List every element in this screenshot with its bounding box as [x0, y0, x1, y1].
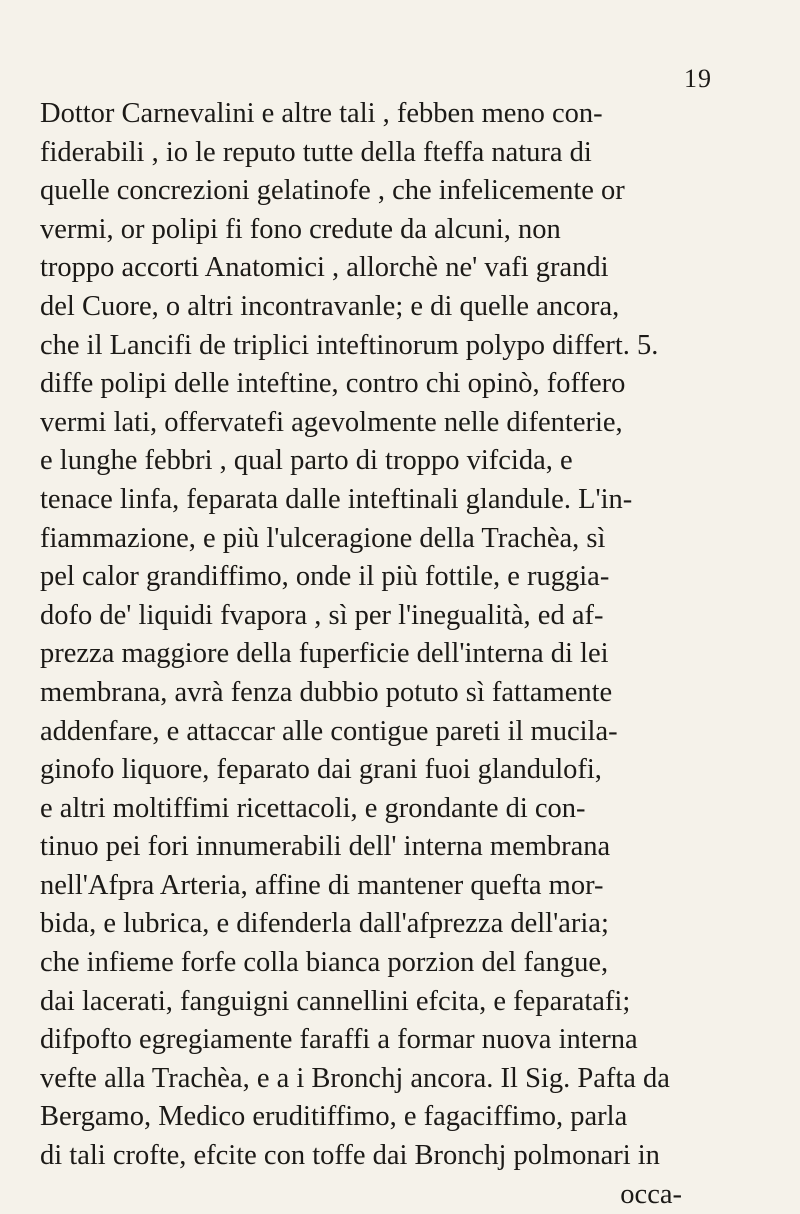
text-line: Bergamo, Medico eruditiffimo, e fagaciffimo, parla: [40, 1101, 628, 1133]
text-line: che il Lancifi de triplici inteftinorum polypo differt. 5.: [40, 329, 659, 361]
text-line: nell'Afpra Arteria, affine di mantener quefta mor-: [40, 869, 604, 901]
text-line: tinuo pei fori innumerabili dell' interna membrana: [40, 831, 611, 863]
text-line: vefte alla Trachèa, e a i Bronchj ancora. Il Sig. Pafta da: [40, 1062, 670, 1094]
text-line: fiderabili , io le reputo tutte della fteffa natura di: [40, 136, 592, 168]
body-text: [40, 95, 768, 1214]
text-line: del Cuore, o altri incontravanle; e di quelle ancora,: [40, 290, 620, 322]
text-line: che infieme forfe colla bianca porzion del fangue,: [40, 947, 609, 979]
text-line: fiammazione, e più l'ulceragione della Trachèa, sì: [40, 522, 606, 554]
text-line: membrana, avrà fenza dubbio potuto sì fattamente: [40, 676, 613, 708]
text-line: pel calor grandiffimo, onde il più fottile, e ruggia-: [40, 561, 610, 593]
text-line: dai lacerati, fanguigni cannellini efcita, e feparatafi;: [40, 985, 631, 1017]
text-line: e altri moltiffimi ricettacoli, e grondante di con-: [40, 792, 586, 824]
text-line: Dottor Carnevalini e altre tali , febben meno con-: [40, 98, 603, 129]
text-line: prezza maggiore della fuperficie dell'interna di lei: [40, 638, 609, 670]
text-line: addenfare, e attaccar alle contigue pareti il mucila-: [40, 715, 618, 747]
text-line: diffe polipi delle inteftine, contro chi opinò, foffero: [40, 368, 626, 400]
text-line: difpofto egregiamente faraffi a formar nuova interna: [40, 1024, 638, 1056]
text-line: bida, e lubrica, e difenderla dall'afprezza dell'aria;: [40, 908, 609, 940]
text-line: e lunghe febbri , qual parto di troppo vifcida, e: [40, 445, 573, 477]
text-line: troppo accorti Anatomici , allorchè ne' vafi grandi: [40, 252, 609, 284]
text-line: vermi lati, offervatefi agevolmente nelle difenterie,: [40, 406, 623, 438]
page-number: 19: [684, 64, 712, 93]
text-line: quelle concrezioni gelatinofe , che infelicemente or: [40, 175, 625, 207]
text-line: dofo de' liquidi fvapora , sì per l'inegualità, ed af-: [40, 599, 604, 631]
catchword: occa-: [620, 1178, 682, 1210]
text-line: vermi, or polipi fi fono credute da alcuni, non: [40, 213, 561, 245]
text-line: ginofo liquore, feparato dai grani fuoi glandulofi,: [40, 754, 602, 786]
text-line: tenace linfa, feparata dalle inteftinali glandule. L'in-: [40, 483, 633, 515]
text-line: di tali crofte, efcite con toffe dai Bronchj polmonari in: [40, 1140, 660, 1172]
